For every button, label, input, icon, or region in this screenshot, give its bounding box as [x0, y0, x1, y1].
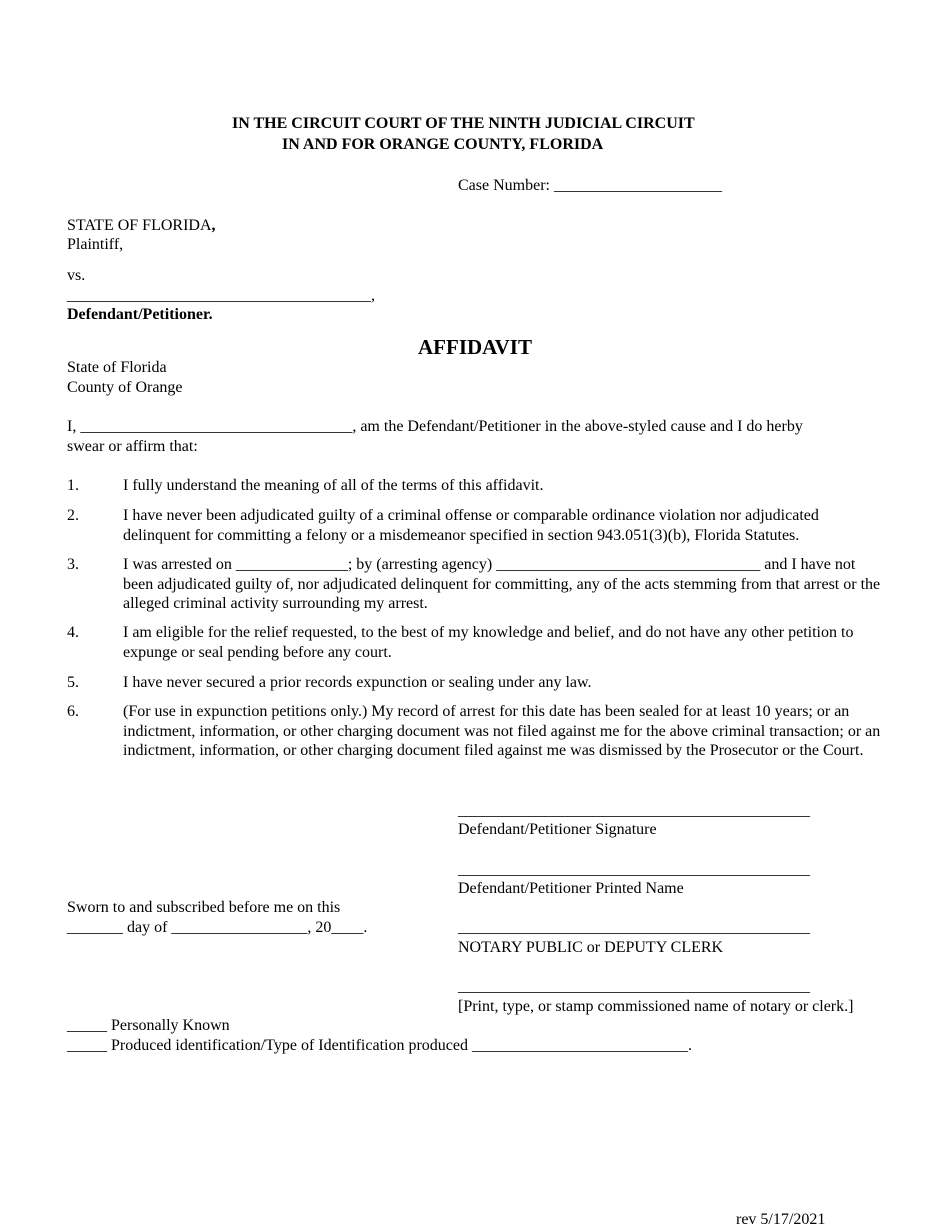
intro-line2: swear or affirm that: [67, 438, 198, 455]
court-heading-line2: IN AND FOR ORANGE COUNTY, FLORIDA [282, 136, 604, 153]
item-text: I was arrested on ______________; by (arresting agency) _________________________________ and I have not been adjudicated guilty of, nor adjudicated delinquent for committing, any of the acts stemming from that arrest or the alleged criminal activity surrounding my arrest. [123, 556, 881, 612]
item-text: I am eligible for the relief requested, to the best of my knowledge and belief, and do not have any other petition to expunge or seal pending before any court. [123, 624, 854, 661]
stamp-line: ____________________________________________ [458, 978, 810, 995]
venue-state: State of Florida [67, 359, 167, 376]
identification-produced-option: _____ Produced identification/Type of Identification produced ___________________________. [67, 1037, 692, 1054]
document-title: AFFIDAVIT [418, 335, 532, 359]
venue-county: County of Orange [67, 379, 183, 396]
item-number: 3. [67, 556, 79, 573]
stamp-label: [Print, type, or stamp commissioned name of notary or clerk.] [458, 998, 854, 1015]
item-text: I have never secured a prior records expunction or sealing under any law. [123, 674, 592, 691]
court-heading-line1: IN THE CIRCUIT COURT OF THE NINTH JUDICIAL CIRCUIT [232, 115, 695, 132]
item-text: I have never been adjudicated guilty of a criminal offense or comparable ordinance violation nor adjudicated delinquent for committing a felony or a misdemeanor specified in section 943.051(3)(b), Florida Statutes. [123, 507, 819, 544]
intro-line1: I, __________________________________, am the Defendant/Petitioner in the above-styled cause and I do herby [67, 418, 803, 435]
item-text: I fully understand the meaning of all of the terms of this affidavit. [123, 477, 544, 494]
plaintiff-role: Plaintiff, [67, 236, 124, 253]
versus-label: vs. [67, 267, 86, 284]
item-number: 2. [67, 507, 79, 524]
item-text: (For use in expunction petitions only.) My record of arrest for this date has been sealed for at least 10 years; or an indictment, information, or other charging document was not filed against me for the above criminal transaction; or an indictment, information, or other charging document filed against me was dismissed by the Prosecutor or the Court. [123, 703, 881, 759]
printed-name-label: Defendant/Petitioner Printed Name [458, 880, 684, 897]
personally-known-option: _____ Personally Known [67, 1017, 230, 1034]
signature-label: Defendant/Petitioner Signature [458, 821, 657, 838]
defendant-role: Defendant/Petitioner. [67, 306, 213, 323]
item-number: 6. [67, 703, 79, 720]
notary-line: ____________________________________________ [458, 919, 810, 936]
item-number: 1. [67, 477, 79, 494]
revision-date: rev 5/17/2021 [736, 1211, 826, 1228]
plaintiff-name [67, 216, 216, 235]
item-number: 5. [67, 674, 79, 691]
item-number: 4. [67, 624, 79, 641]
plaintiff-comma: , [211, 217, 216, 234]
sworn-line2: _______ day of _________________, 20____. [67, 919, 368, 936]
printed-name-line: ____________________________________________ [458, 861, 810, 878]
signature-line: ____________________________________________ [458, 802, 810, 819]
case-number-field: Case Number: _____________________ [458, 177, 722, 194]
sworn-line1: Sworn to and subscribed before me on this [67, 899, 341, 916]
notary-label: NOTARY PUBLIC or DEPUTY CLERK [458, 939, 724, 956]
plaintiff-name-text: STATE OF FLORIDA [67, 217, 212, 234]
defendant-name-blank: ______________________________________, [67, 287, 375, 304]
